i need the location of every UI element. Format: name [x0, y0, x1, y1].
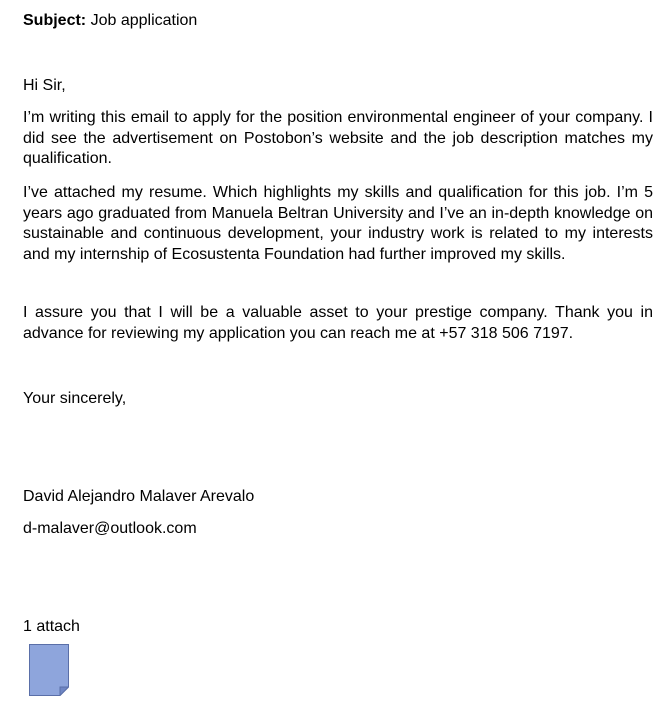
signature-email[interactable]: d-malaver@outlook.com [23, 520, 197, 537]
document-file-icon[interactable] [29, 644, 69, 696]
signature-name: David Alejandro Malaver Arevalo [23, 488, 255, 505]
subject-label: Subject: [23, 12, 87, 29]
attachment-count: 1 attach [23, 618, 80, 635]
closing-salutation: Your sincerely, [23, 390, 127, 407]
subject-line [23, 11, 197, 31]
email-body [23, 0, 653, 707]
paragraph-closing-remarks: I assure you that I will be a valuable asset to your prestige company. Thank you in advance for reviewing my application you can reach me at +57 318 506 7197. [23, 304, 653, 342]
greeting: Hi Sir, [23, 77, 66, 94]
paragraph-qualifications: I’ve attached my resume. Which highlights my skills and qualification for this job. I’m 5 years ago graduated from Manuela Beltran University and I’ve an in-depth knowledge on sustainable and continuous development, your industry work is related to my interests and my internship of Ecosustenta Foundation had further improved my skills. [23, 184, 653, 263]
paragraph-intro: I’m writing this email to apply for the position environmental engineer of your company. I did see the advertisement on Postobon’s website and the job description matches my qualification. [23, 109, 653, 167]
subject-value: Job application [86, 12, 198, 29]
